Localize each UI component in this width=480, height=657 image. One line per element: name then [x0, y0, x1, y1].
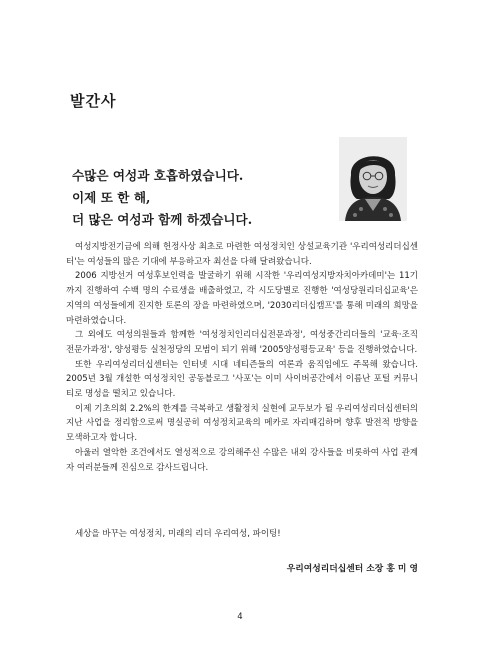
lead-line-3: 더 많은 여성과 함께 하겠습니다.	[72, 212, 253, 227]
portrait-image	[339, 137, 407, 221]
foreword-body	[66, 240, 418, 475]
signature: 우리여성리더십센터 소장 홍 미 영	[286, 564, 418, 574]
body-paragraph-2: 2006 지방선거 여성후보인력을 발굴하기 위해 시작한 '우리여성지방자치아카데미'는 11기까지 진행하여 수백 명의 수료생을 배출하였고, 각 시도당별로 진행한 '여성당원리더십교육'은 지역의 여성들에게 진지한 토론의 장을 마련하였으며, '2030리더십캠프'를 통해 미래의 희망을 마련하였습니다.	[66, 271, 418, 326]
page-number: 4	[237, 612, 243, 622]
body-paragraph-6: 아울러 열악한 조건에서도 열성적으로 강의해주신 수많은 내외 강사들을 비롯하여 사업 관계자 여러분들께 진심으로 감사드립니다.	[66, 447, 418, 473]
closing-line: 세상을 바꾸는 여성정치, 미래의 리더 우리여성, 파이팅!	[75, 529, 281, 539]
lead-line-1: 수많은 여성과 호흡하였습니다.	[72, 168, 244, 183]
lead-statement	[72, 165, 322, 231]
body-paragraph-5: 이제 기초의회 2.2%의 한계를 극복하고 생활정치 실현에 교두보가 될 우리여성리더십센터의 지난 사업을 정리함으로써 명실공히 여성정치교육의 메카로 자리매김하며 향후 발전적 방향을 모색하고자 합니다.	[66, 403, 418, 444]
body-paragraph-4: 또한 우리여성리더십센터는 인터넷 시대 네티즌들의 여론과 움직임에도 주목해 왔습니다. 2005년 3월 개설한 여성정치인 공동블로그 '사포'는 이미 사이버공간에서 이름난 포털 커뮤니티로 명성을 떨치고 있습니다.	[66, 359, 418, 400]
author-portrait-photo	[339, 137, 407, 221]
lead-line-2: 이제 또 한 해,	[72, 190, 151, 205]
body-paragraph-1: 여성지방전기금에 의해 헌정사상 최초로 마련한 여성정치인 상설교육기관 '우리여성리더십센터'는 여성들의 많은 기대에 부응하고자 최선을 다해 달려왔습니다.	[66, 242, 418, 267]
body-paragraph-3: 그 외에도 여성의원들과 함께한 '여성정치인리더십전문과정', 여성중간리더들의 '교육·조직 전문가과정', 양성평등 실천정당의 모범이 되기 위해 '2005양성평등교육' 등을 진행하였습니다.	[66, 330, 418, 355]
page-heading: 발간사	[70, 92, 117, 110]
